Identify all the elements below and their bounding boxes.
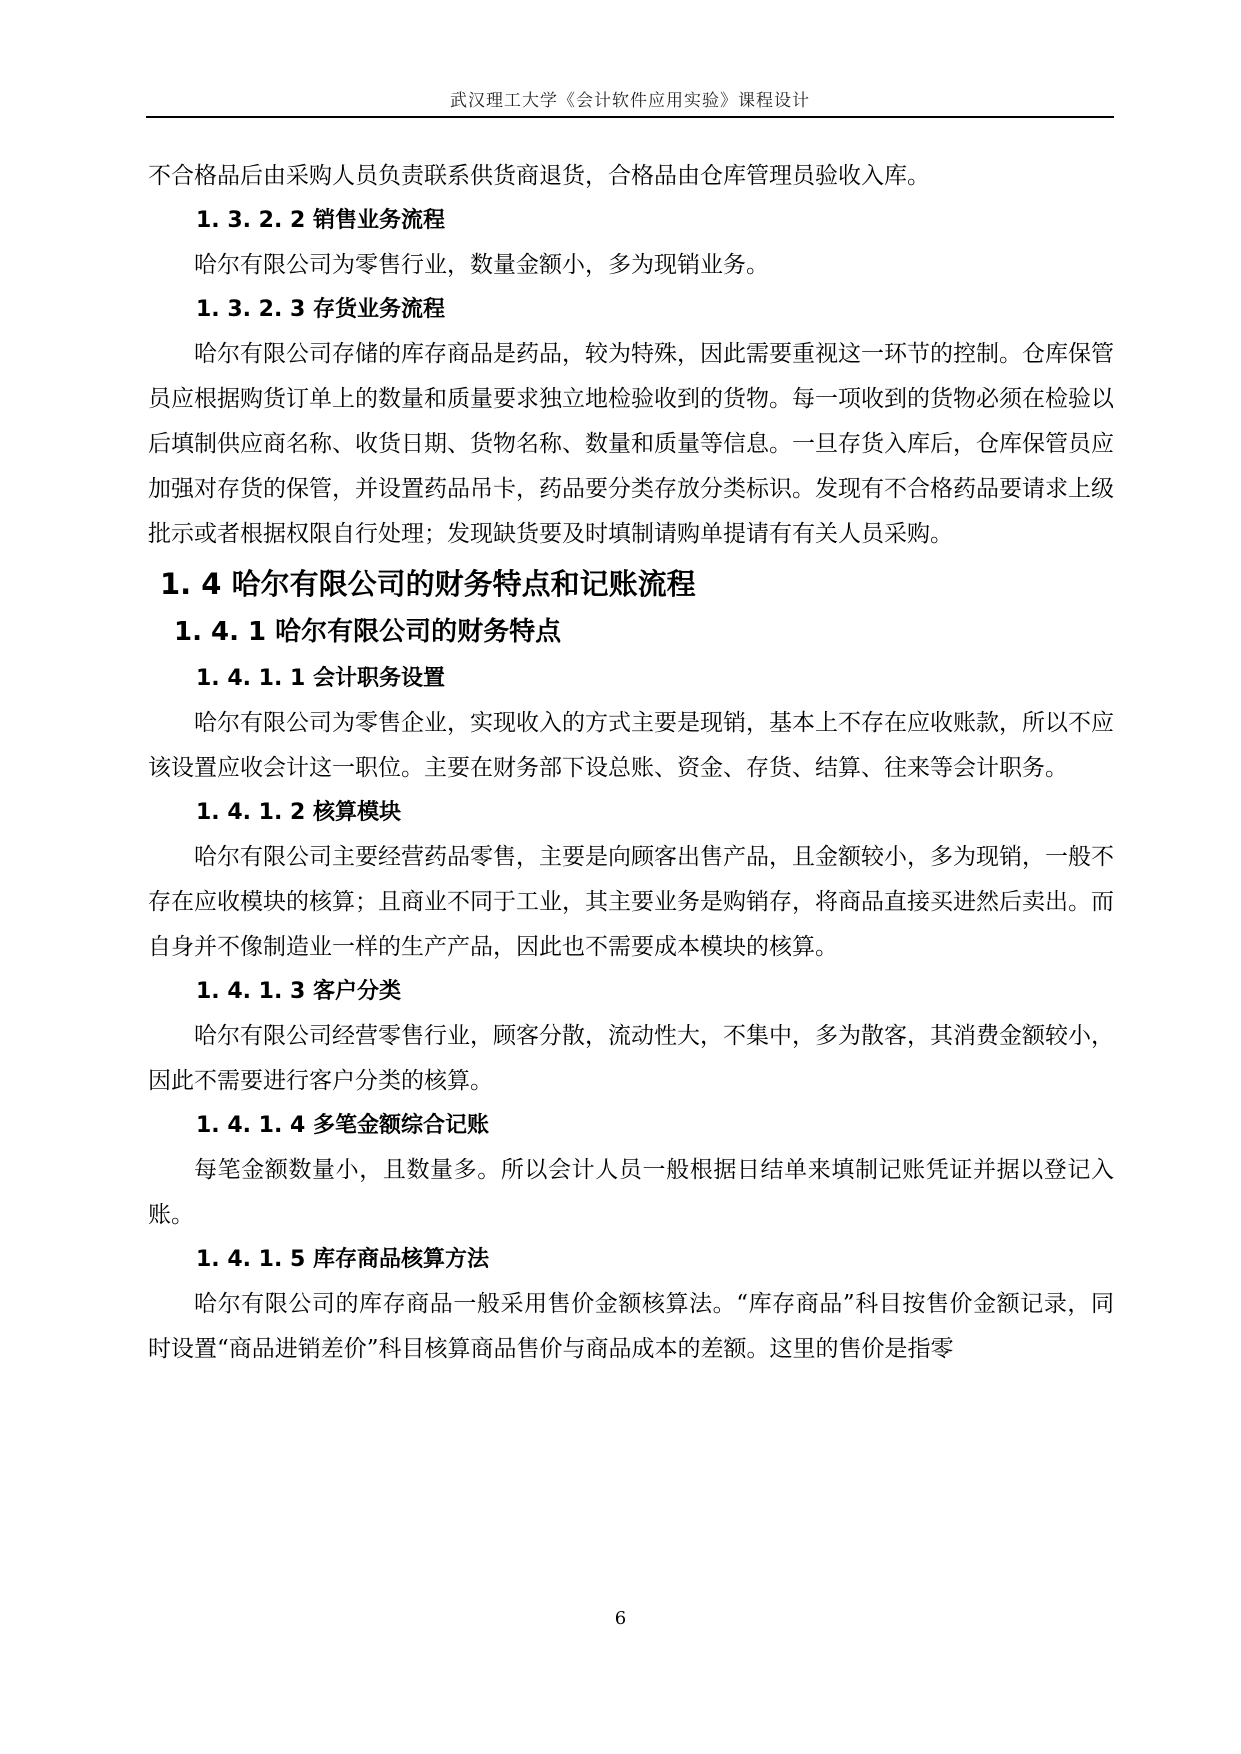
body-paragraph: 哈尔有限公司经营零售行业，顾客分散，流动性大，不集中，多为散客，其消费金额较小，因此不需要进行客户分类的核算。 (148, 1023, 1114, 1094)
subsubsection-heading: 1. 3. 2. 3 存货业务流程 (196, 297, 445, 322)
body-paragraph: 哈尔有限公司的库存商品一般采用售价金额核算法。“库存商品”科目按售价金额记录，同时设置“商品进销差价”科目核算商品售价与商品成本的差额。这里的售价是指零 (148, 1291, 1114, 1362)
subsubsection-heading: 1. 3. 2. 2 销售业务流程 (196, 208, 445, 233)
body-paragraph: 不合格品后由采购人员负责联系供货商退货，合格品由仓库管理员验收入库。 (148, 163, 930, 189)
subsubsection-heading: 1. 4. 1. 5 库存商品核算方法 (196, 1247, 489, 1272)
page-number: 6 (614, 1608, 627, 1629)
body-paragraph: 哈尔有限公司为零售企业，实现收入的方式主要是现销，基本上不存在应收账款，所以不应该设置应收会计这一职位。主要在财务部下设总账、资金、存货、结算、往来等会计职务。 (148, 710, 1114, 781)
document-body (148, 154, 1114, 1372)
body-paragraph: 哈尔有限公司为零售行业，数量金额小，多为现销业务。 (194, 252, 769, 278)
subsubsection-heading: 1. 4. 1. 3 客户分类 (196, 979, 401, 1004)
header-divider (146, 116, 1114, 118)
body-paragraph: 哈尔有限公司存储的库存商品是药品，较为特殊，因此需要重视这一环节的控制。仓库保管员应根据购货订单上的数量和质量要求独立地检验收到的货物。每一项收到的货物必须在检验以后填制供应商名称、收货日期、货物名称、数量和质量等信息。一旦存货入库后，仓库保管员应加强对存货的保管，并设置药品吊卡，药品要分类存放分类标识。发现有不合格药品要请求上级批示或者根据权限自行处理；发现缺货要及时填制请购单提请有有关人员采购。 (148, 341, 1114, 547)
body-paragraph: 哈尔有限公司主要经营药品零售，主要是向顾客出售产品，且金额较小，多为现销，一般不存在应收模块的核算；且商业不同于工业，其主要业务是购销存，将商品直接买进然后卖出。而自身并不像制造业一样的生产产品，因此也不需要成本模块的核算。 (148, 844, 1114, 960)
subsubsection-heading: 1. 4. 1. 4 多笔金额综合记账 (196, 1113, 489, 1138)
running-header: 武汉理工大学《会计软件应用实验》课程设计 (450, 91, 810, 111)
section-heading: 1. 4 哈尔有限公司的财务特点和记账流程 (160, 567, 696, 601)
body-paragraph: 每笔金额数量小，且数量多。所以会计人员一般根据日结单来填制记账凭证并据以登记入账。 (148, 1157, 1114, 1228)
subsection-heading: 1. 4. 1 哈尔有限公司的财务特点 (174, 617, 562, 647)
subsubsection-heading: 1. 4. 1. 2 核算模块 (196, 800, 401, 825)
subsubsection-heading: 1. 4. 1. 1 会计职务设置 (196, 666, 445, 691)
